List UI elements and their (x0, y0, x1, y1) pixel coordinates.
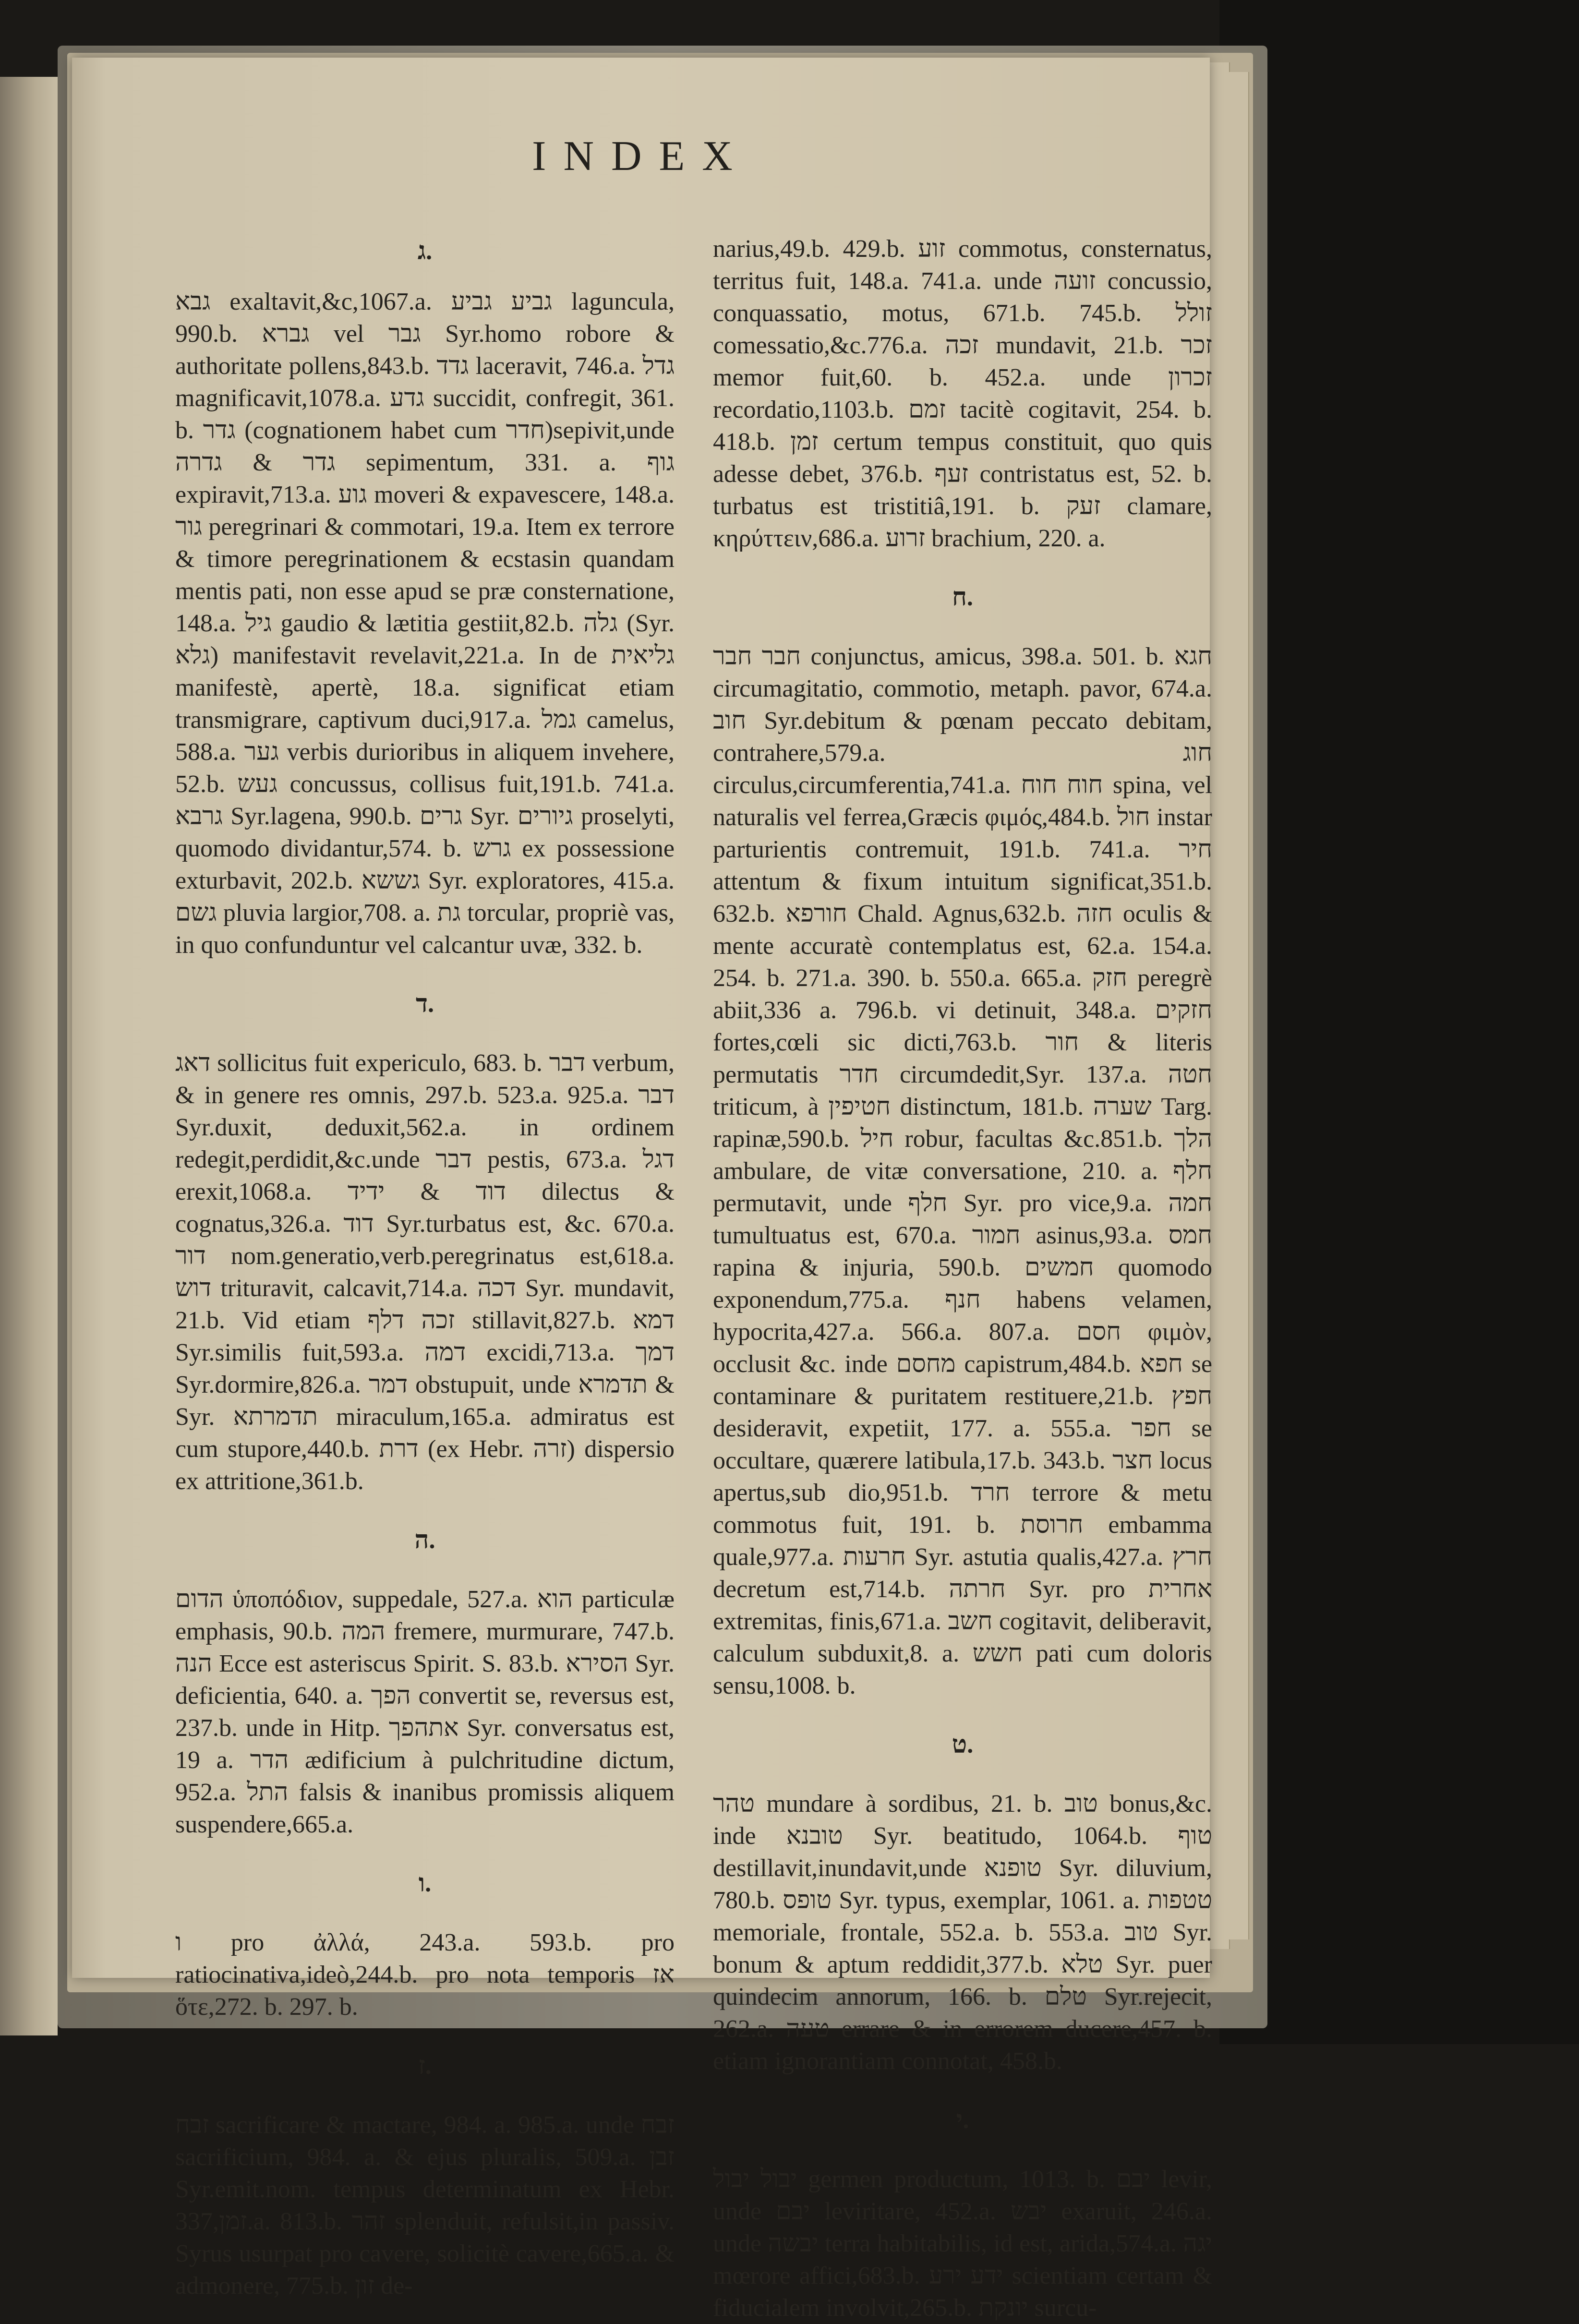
right-column (713, 233, 1212, 2324)
book-board (1219, 0, 1579, 2044)
left-column (175, 235, 675, 2302)
section-heading: ה. (414, 1527, 435, 1554)
left-page-edge (0, 77, 58, 2035)
index-entries: ו pro ἀλλά, 243.a. 593.b. pro ratiocinativa,ideò,244.b. pro nota temporis אז ὅτε,272. b. 297. b. (175, 1929, 675, 2021)
section-heading: ו. (418, 1870, 432, 1897)
page-title: INDEX (532, 133, 750, 180)
index-entries: הדום ὑποπόδιον, suppedale, 527.a. הוא particulæ emphasis, 90.b. המה fremere, murmurare, 747.b. הנה Ecce est asteriscus Spirit. S. 83.b. הסירא Syr. deficientia, 640. a. הפך convertit se, reversus est, 237.b. unde in Hitp. אתהפך Syr. conversatus est, 19 a. הדר ædificium à pulchritudine dictum, 952.a. התל falsis & inanibus promissis aliquem suspendere,665.a. (175, 1586, 675, 1838)
section-heading: ז. (418, 2052, 432, 2080)
section-heading: ד. (415, 990, 434, 1018)
index-entries: חבר חבר conjunctus, amicus, 398.a. 501. b. חגא circumagitatio, commotio, metaph. pavor, 674.a. חוב Syr.debitum & pœnam peccato debitam, contrahere,579.a. חוג circulus,circumferentia,741.a. חוח חוח spina, vel naturalis vel ferrea,Græcis φιμός,484.b. חול instar parturientis contremuit, 191.b. 741.a. חיר attentum & fixum intuitum significat,351.b. 632.b. חורפא Chald. Agnus,632.b. חזה oculis & mente accuratè contemplatus est, 62.a. 154.a. 254. b. 271.a. 390. b. 550.a. 665.a. חזק peregrè abiit,336 a. 796.b. vi detinuit, 348.a. חזקים fortes,cœli sic dicti,763.b. חור & literis permutatis חדר circumdedit,Syr. 137.a. חטה triticum, à חטיפין distinctum, 181.b. שערה Targ. rapinæ,590.b. חיל robur, facultas &c.851.b. הלך ambulare, de vitæ conversatione, 210. a. חלף permutavit, unde חלף Syr. pro vice,9.a. חמה tumultuatus est, 670.a. חמור asinus,93.a. חמס rapina & injuria, 590.b. חמשים quomodo exponendum,775.a. חנף habens velamen, hypocrita,427.a. 566.a. 807.a. חסם φιμὸν, occlusit &c. inde מחסם capistrum,484.b. חפא se contaminare & puritatem restituere,21.b. חפץ desideravit, expetiit, 177. a. 555.a. חפר se occultare, quærere latibula,17.b. 343.b. חצר locus apertus,sub dio,951.b. חרד terrore & metu commotus fuit, 191. b. חרוסת embamma quale,977.a. חרעות Syr. astutia qualis,427.a. חרץ decretum est,714.b. חרתה Syr. pro אחרית extremitas, finis,671.a. חשב cogitavit, deliberavit, calculum subduxit,8. a. חשש pati cum doloris sensu,1008. b. (713, 643, 1213, 1699)
section-heading: ג. (417, 238, 433, 265)
index-entries: טהר mundare à sordibus, 21. b. טוב bonus,&c. inde טובנא Syr. beatitudo, 1064.b. טוף destillavit,inundavit,unde טופנא Syr. diluvium, 780.b. טופס Syr. typus, exemplar, 1061. a. טטפות memoriale, frontale, 552.a. b. 553.a. טוב Syr. bonum & aptum reddidit,377.b. טלא Syr. puer quindecim annorum, 166. b. טלם Syr.rejecit, 262.a. טעה errare & in errorem ducere,457. b. etiam ignorantiam connotat, 458.b. (713, 1790, 1213, 2075)
leaf-edge (1222, 72, 1249, 1939)
index-entries: דאג sollicitus fuit expericulo, 683. b. דבר verbum, & in genere res omnis, 297.b. 523.a. 925.a. דבר Syr.duxit, deduxit,562.a. in ordinem redegit,perdidit,&c.unde דבר pestis, 673.a. דגל erexit,1068.a. דוד & ידיד dilectus & cognatus,326.a. דוד Syr.turbatus est, &c. 670.a. דור nom.generatio,verb.peregrinatus est,618.a. דוש trituravit, calcavit,714.a. דכה Syr. mundavit, 21.b. Vid etiam זכה דלף stillavit,827.b. דמא Syr.similis fuit,593.a. דמה excidi,713.a. דמך Syr.dormire,826.a. דמר obstupuit, unde תדמרא & Syr. תדמרתא miraculum,165.a. admiratus est cum stupore,440.b. דרת (ex Hebr. זרה) dispersio ex attritione,361.b. (175, 1049, 675, 1495)
index-entries: זבח sacrificare & mactare, 984. a. 985.a. unde זבח sacrificium, 984. a. & ejus pluralis, 509.a. זבן Syr.emit.nom. tempus determinatum ex Hebr. זמן,337.a. 813.b. זהר splenduit, refulsit,in passiv. Syrus usurpat pro cavere, solicitè cavere,665.a. & admonere, 775.b. זון de- (175, 2111, 675, 2300)
index-entries: יבול יבול germen productum, 1013. b. יבם levir, unde יבם leviritare, 452.a. יבש exaruit, 246.a. unde יבשה terra habitabilis, id est, arida,574.a. יגה mœrore affici,683.b. ידע ירע scientiam certam & fiducialem involvit,265.b. יונקת surcu- (713, 2166, 1212, 2322)
section-heading: ח. (952, 584, 973, 611)
index-entries: גבא exaltavit,&c,1067.a. גביע גביע laguncula, 990.b. גברא vel גבר Syr.homo robore & authoritate pollens,843.b. גדד laceravit, 746.a. גדל magnificavit,1078.a. גדע succidit, confregit, 361. b. גדר (cognationem habet cum חדר)sepivit,unde גדר & גדרה sepimentum, 331. a. גוף expiravit,713.a. גוע moveri & expavescere, 148.a. גור peregrinari & commotari, 19.a. Item ex terrore & timore peregrinationem & ecstasin quandam mentis pati, non esse apud se præ consternatione, 148.a. גיל gaudio & lætitia gestiit,82.b. גלה (Syr. גלא) manifestavit revelavit,221.a. In de גליאית manifestè, apertè, 18.a. significat etiam transmigrare, captivum duci,917.a. גמל camelus, 588.a. גער verbis durioribus in aliquem invehere, 52.b. געש concussus, collisus fuit,191.b. 741.a. גרבא Syr.lagena, 990.b. גרים Syr. גיורים proselyti, quomodo dividantur,574. b. גרש ex possessione exturbavit, 202.b. גששא Syr. exploratores, 415.a. גשם pluvia largior,708. a. גת torcular, propriè vas, in quo confunduntur vel calcantur uvæ, 332. b. (175, 288, 675, 959)
book-page (72, 58, 1213, 2322)
section-heading: ט. (952, 1731, 974, 1758)
section-heading: י. (956, 2107, 969, 2134)
index-entries: narius,49.b. 429.b. זוע commotus, consternatus, territus fuit, 148.a. 741.a. unde זועה concussio, conquassatio, motus, 671.b. 745.b. זולל comessatio,&c.776.a. זכה mundavit, 21.b. זכר memor fuit,60. b. 452.a. unde זכרון recordatio,1103.b. זמם tacitè cogitavit, 254. b. 418.b. זמן certum tempus constituit, quo quis adesse debet, 376.b. זעף contristatus est, 52. b. turbatus est tristitiâ,191. b. זעק clamare, κηρύττειν,686.a. זרוע brachium, 220. a. (713, 235, 1213, 552)
